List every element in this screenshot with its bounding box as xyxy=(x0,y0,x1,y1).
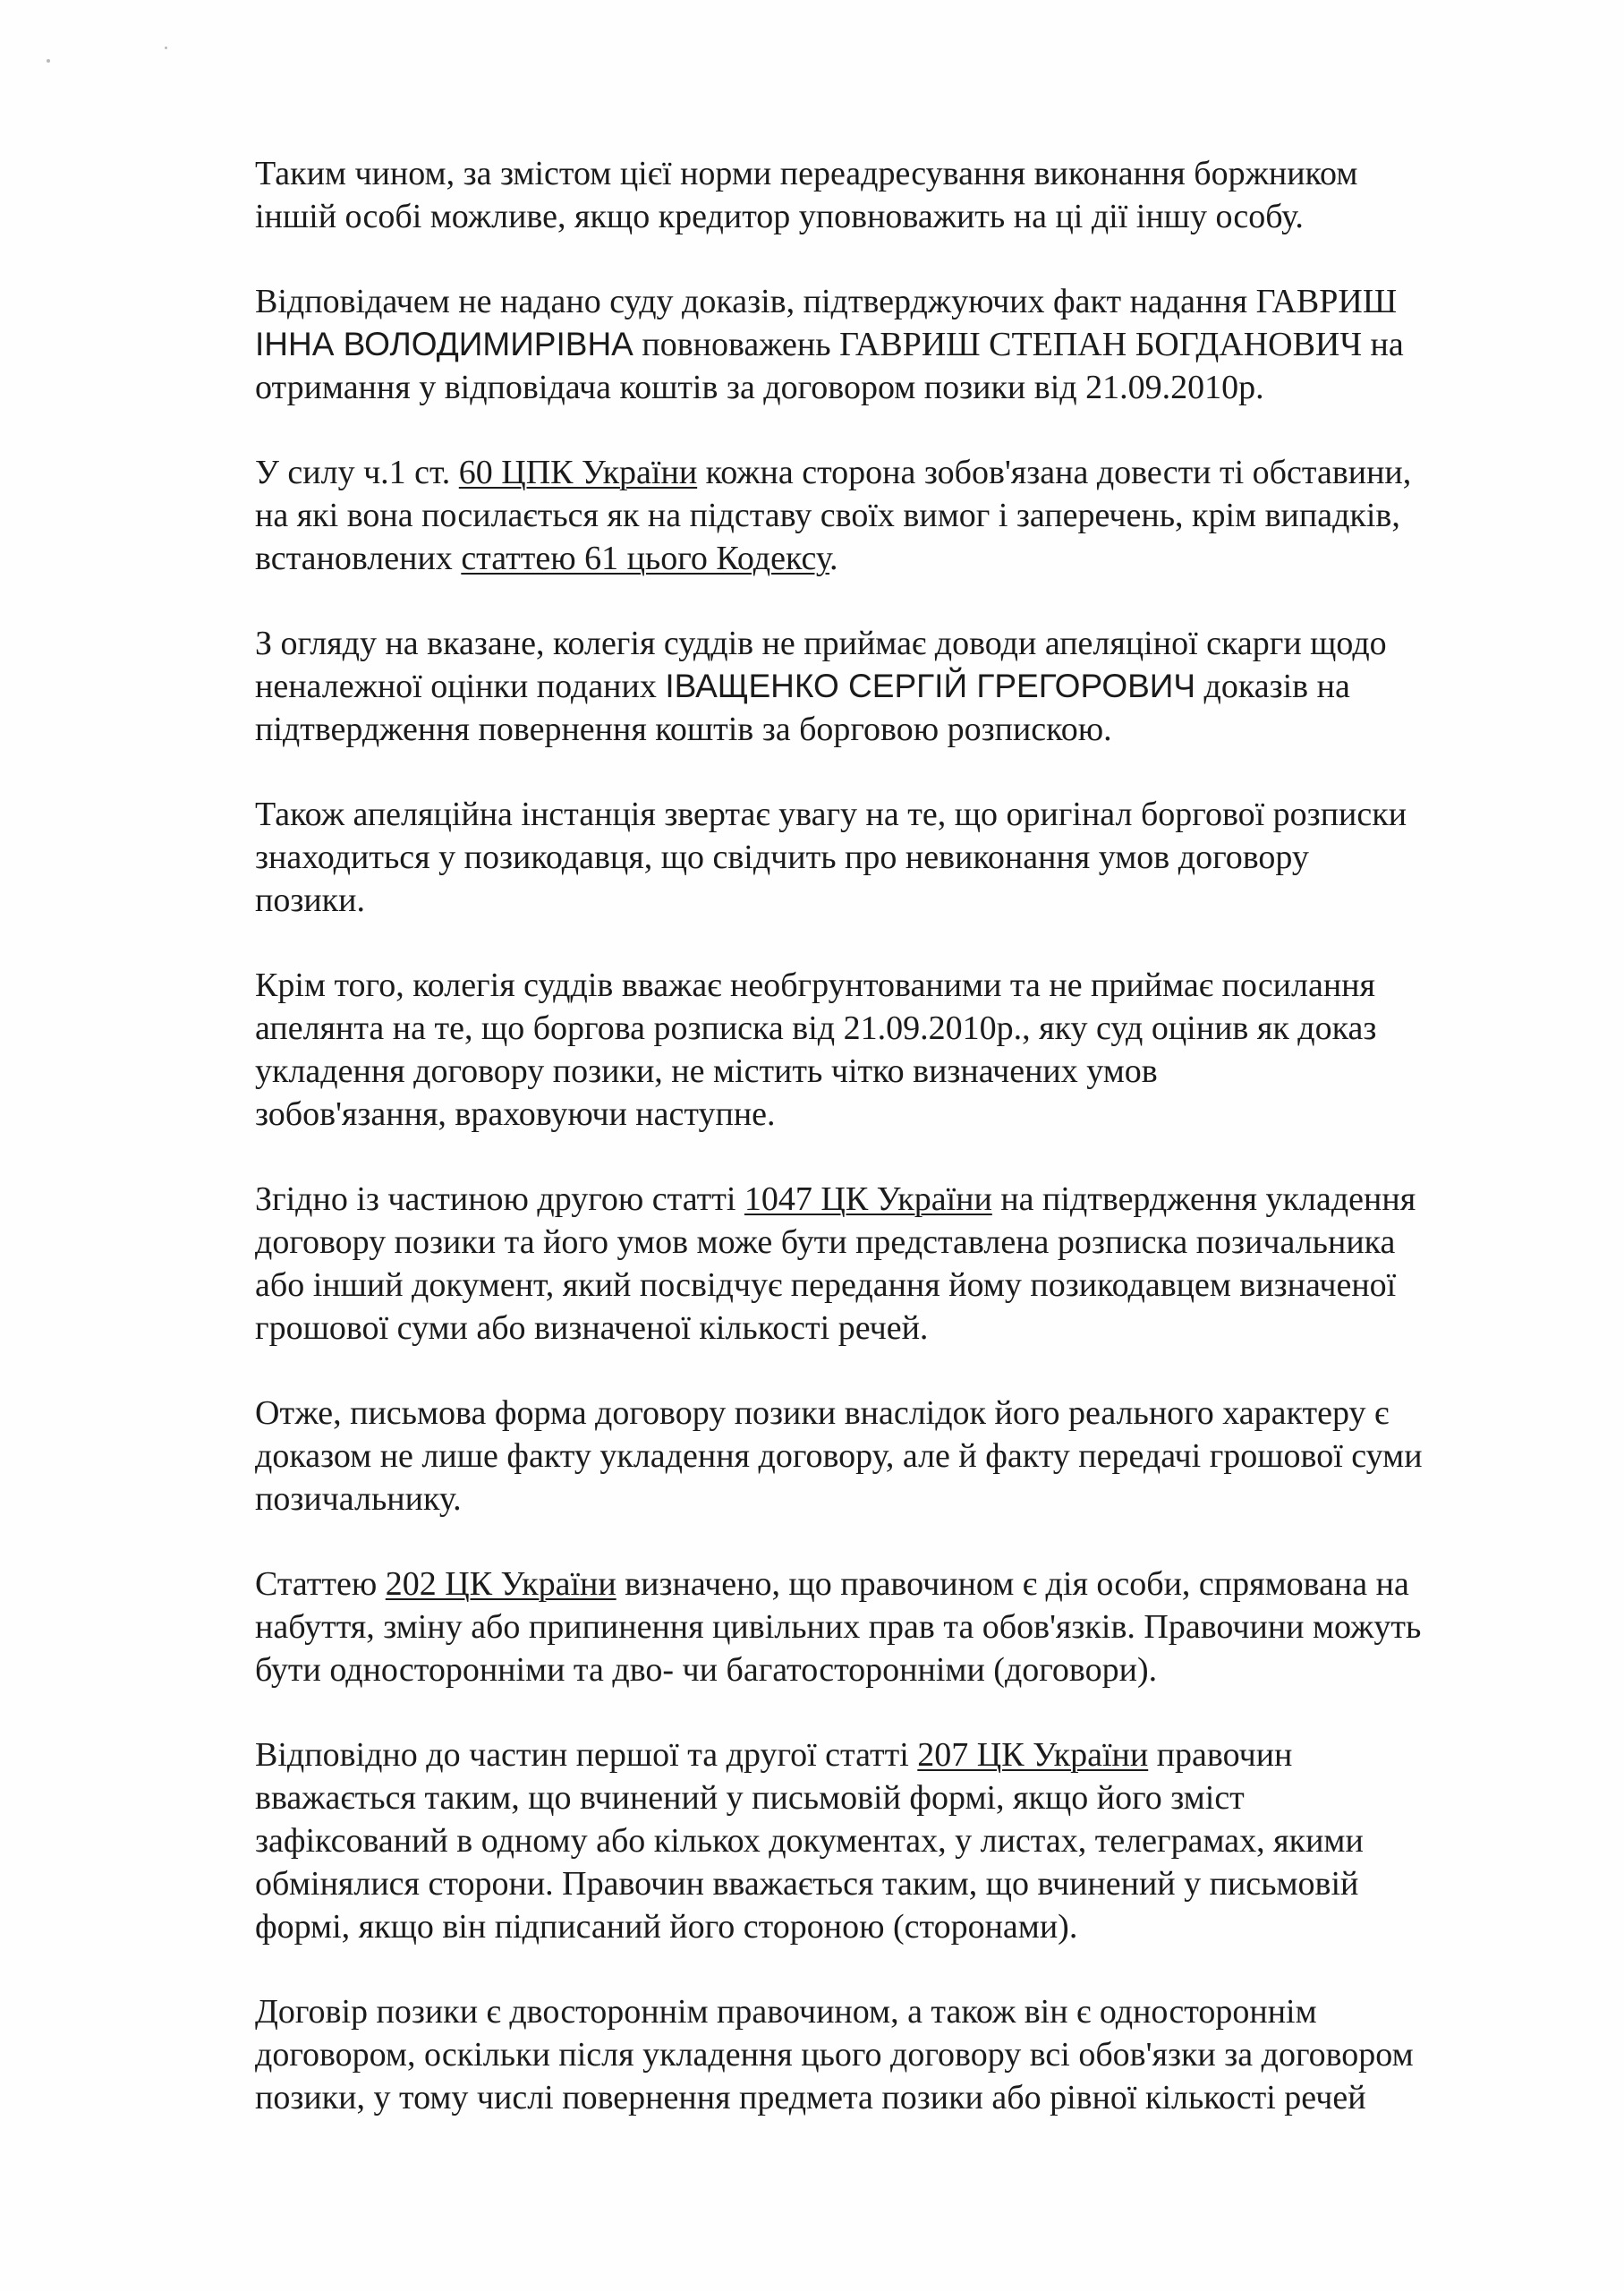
text-segment: на які вона посилається як на підставу своїх вимог і заперечень, крім випадків, xyxy=(255,497,1400,534)
text-line xyxy=(255,836,1508,879)
text-segment: . xyxy=(829,540,838,577)
text-line xyxy=(255,1819,1508,1862)
document-paragraph xyxy=(255,964,1508,1136)
text-segment: доказів на xyxy=(1195,668,1350,705)
text-segment: Отже, письмова форма договору позики внаслідок його реального характеру є xyxy=(255,1394,1390,1432)
text-line xyxy=(255,2076,1508,2119)
text-segment: отримання у відповідача коштів за договором позики від 21.09.2010р. xyxy=(255,369,1264,406)
text-segment: підтвердження повернення коштів за борговою розпискою. xyxy=(255,711,1112,748)
text-segment: Договір позики є двостороннім правочином, а також він є одностороннім xyxy=(255,1993,1317,2031)
text-line xyxy=(255,964,1508,1007)
text-segment: бути односторонніми та дво- чи багатосторонніми (договори). xyxy=(255,1651,1158,1689)
text-segment: укладення договору позики, не містить чітко визначених умов xyxy=(255,1052,1158,1090)
person-name: ІННА ВОЛОДИМИРІВНА xyxy=(255,326,633,362)
text-segment: встановлених xyxy=(255,540,462,577)
text-line xyxy=(255,1990,1508,2033)
text-line xyxy=(255,537,1508,580)
text-segment: набуття, зміну або припинення цивільних прав та обов'язків. Правочини можуть xyxy=(255,1608,1422,1646)
text-line xyxy=(255,622,1508,665)
document-paragraph xyxy=(255,152,1508,238)
text-segment: на підтвердження укладення xyxy=(991,1180,1416,1218)
document-paragraph xyxy=(255,1178,1508,1350)
text-line xyxy=(255,665,1508,708)
text-line xyxy=(255,1007,1508,1050)
text-segment: формі, якщо він підписаний його стороною (сторонами). xyxy=(255,1908,1078,1946)
text-line xyxy=(255,1648,1508,1691)
text-segment: зафіксований в одному або кількох документах, у листах, телеграмах, якими xyxy=(255,1822,1364,1860)
text-line xyxy=(255,323,1508,366)
text-line xyxy=(255,494,1508,537)
text-line xyxy=(255,1221,1508,1264)
document-paragraph xyxy=(255,622,1508,751)
document-paragraph xyxy=(255,1392,1508,1520)
text-line xyxy=(255,152,1508,195)
text-line xyxy=(255,195,1508,238)
text-line xyxy=(255,1435,1508,1478)
text-segment: З огляду на вказане, колегія суддів не приймає доводи апеляціної скарги щодо xyxy=(255,625,1387,662)
text-segment: позики. xyxy=(255,881,365,919)
text-line xyxy=(255,1733,1508,1776)
text-line xyxy=(255,366,1508,409)
document-paragraph xyxy=(255,793,1508,922)
text-line xyxy=(255,1050,1508,1093)
text-line xyxy=(255,1605,1508,1648)
scan-speck xyxy=(165,47,167,49)
text-segment: Відповідачем не надано суду доказів, підтверджуючих факт надання ГАВРИШ xyxy=(255,283,1398,320)
document-paragraph xyxy=(255,1733,1508,1948)
text-line xyxy=(255,1392,1508,1435)
text-line xyxy=(255,2033,1508,2076)
text-line xyxy=(255,1093,1508,1136)
law-reference-link[interactable]: 1047 ЦК України xyxy=(744,1180,992,1218)
text-segment: договором, оскільки після укладення цього договору всі обов'язки за договором xyxy=(255,2036,1414,2074)
document-paragraph xyxy=(255,280,1508,409)
text-segment: Таким чином, за змістом цієї норми переадресування виконання боржником xyxy=(255,155,1358,192)
text-line xyxy=(255,1862,1508,1905)
text-line xyxy=(255,708,1508,751)
text-segment: правочин xyxy=(1148,1736,1293,1774)
text-segment: неналежної оцінки поданих xyxy=(255,668,666,705)
text-segment: або інший документ, який посвідчує передання йому позикодавцем визначеної xyxy=(255,1266,1397,1304)
text-segment: визначено, що правочином є дія особи, спрямована на xyxy=(616,1565,1409,1603)
text-segment: обмінялися сторони. Правочин вважається таким, що вчинений у письмовій xyxy=(255,1865,1359,1903)
text-segment: грошової суми або визначеної кількості речей. xyxy=(255,1309,929,1347)
text-segment: Відповідно до частин першої та другої статті xyxy=(255,1736,918,1774)
text-segment: знаходиться у позикодавця, що свідчить про невиконання умов договору xyxy=(255,839,1309,876)
law-reference-link[interactable]: 60 ЦПК України xyxy=(458,454,698,491)
document-paragraph xyxy=(255,1990,1508,2119)
text-line xyxy=(255,1307,1508,1350)
text-segment: договору позики та його умов може бути представлена розписка позичальника xyxy=(255,1223,1396,1261)
scan-speck xyxy=(47,59,50,63)
text-segment: кожна сторона зобов'язана довести ті обставини, xyxy=(697,454,1412,491)
text-segment: У силу ч.1 ст. xyxy=(255,454,459,491)
text-line xyxy=(255,451,1508,494)
text-line xyxy=(255,1905,1508,1948)
text-line xyxy=(255,280,1508,323)
document-body xyxy=(255,152,1508,2161)
text-line xyxy=(255,1776,1508,1819)
text-line xyxy=(255,879,1508,922)
text-line xyxy=(255,1478,1508,1520)
text-segment: Статтею xyxy=(255,1565,386,1603)
text-segment: позичальнику. xyxy=(255,1480,462,1518)
text-segment: зобов'язання, враховуючи наступне. xyxy=(255,1095,776,1133)
text-line xyxy=(255,1264,1508,1307)
text-line xyxy=(255,1178,1508,1221)
document-paragraph xyxy=(255,451,1508,580)
person-name: ІВАЩЕНКО СЕРГІЙ ГРЕГОРОВИЧ xyxy=(665,668,1196,704)
text-segment: позики, у тому числі повернення предмета позики або рівної кількості речей xyxy=(255,2079,1366,2116)
law-reference-link[interactable]: статтею 61 цього Кодексу xyxy=(461,540,830,577)
text-segment: апелянта на те, що боргова розписка від 21.09.2010р., яку суд оцінив як доказ xyxy=(255,1009,1377,1047)
text-segment: Також апеляційна інстанція звертає увагу на те, що оригінал боргової розписки xyxy=(255,796,1407,833)
text-segment: іншій особі можливе, якщо кредитор уповноважить на ці дії іншу особу. xyxy=(255,198,1304,235)
text-segment: вважається таким, що вчинений у письмовій формі, якщо його зміст xyxy=(255,1779,1245,1817)
text-line xyxy=(255,1563,1508,1605)
text-segment: Згідно із частиною другою статті xyxy=(255,1180,744,1218)
text-segment: повноважень ГАВРИШ СТЕПАН БОГДАНОВИЧ на xyxy=(633,326,1404,363)
document-paragraph xyxy=(255,1563,1508,1691)
law-reference-link[interactable]: 202 ЦК України xyxy=(385,1565,616,1603)
text-line xyxy=(255,793,1508,836)
law-reference-link[interactable]: 207 ЦК України xyxy=(917,1736,1149,1774)
text-segment: Крім того, колегія суддів вважає необгрунтованими та не приймає посилання xyxy=(255,967,1375,1004)
text-segment: доказом не лише факту укладення договору, але й факту передачі грошової суми xyxy=(255,1437,1423,1475)
